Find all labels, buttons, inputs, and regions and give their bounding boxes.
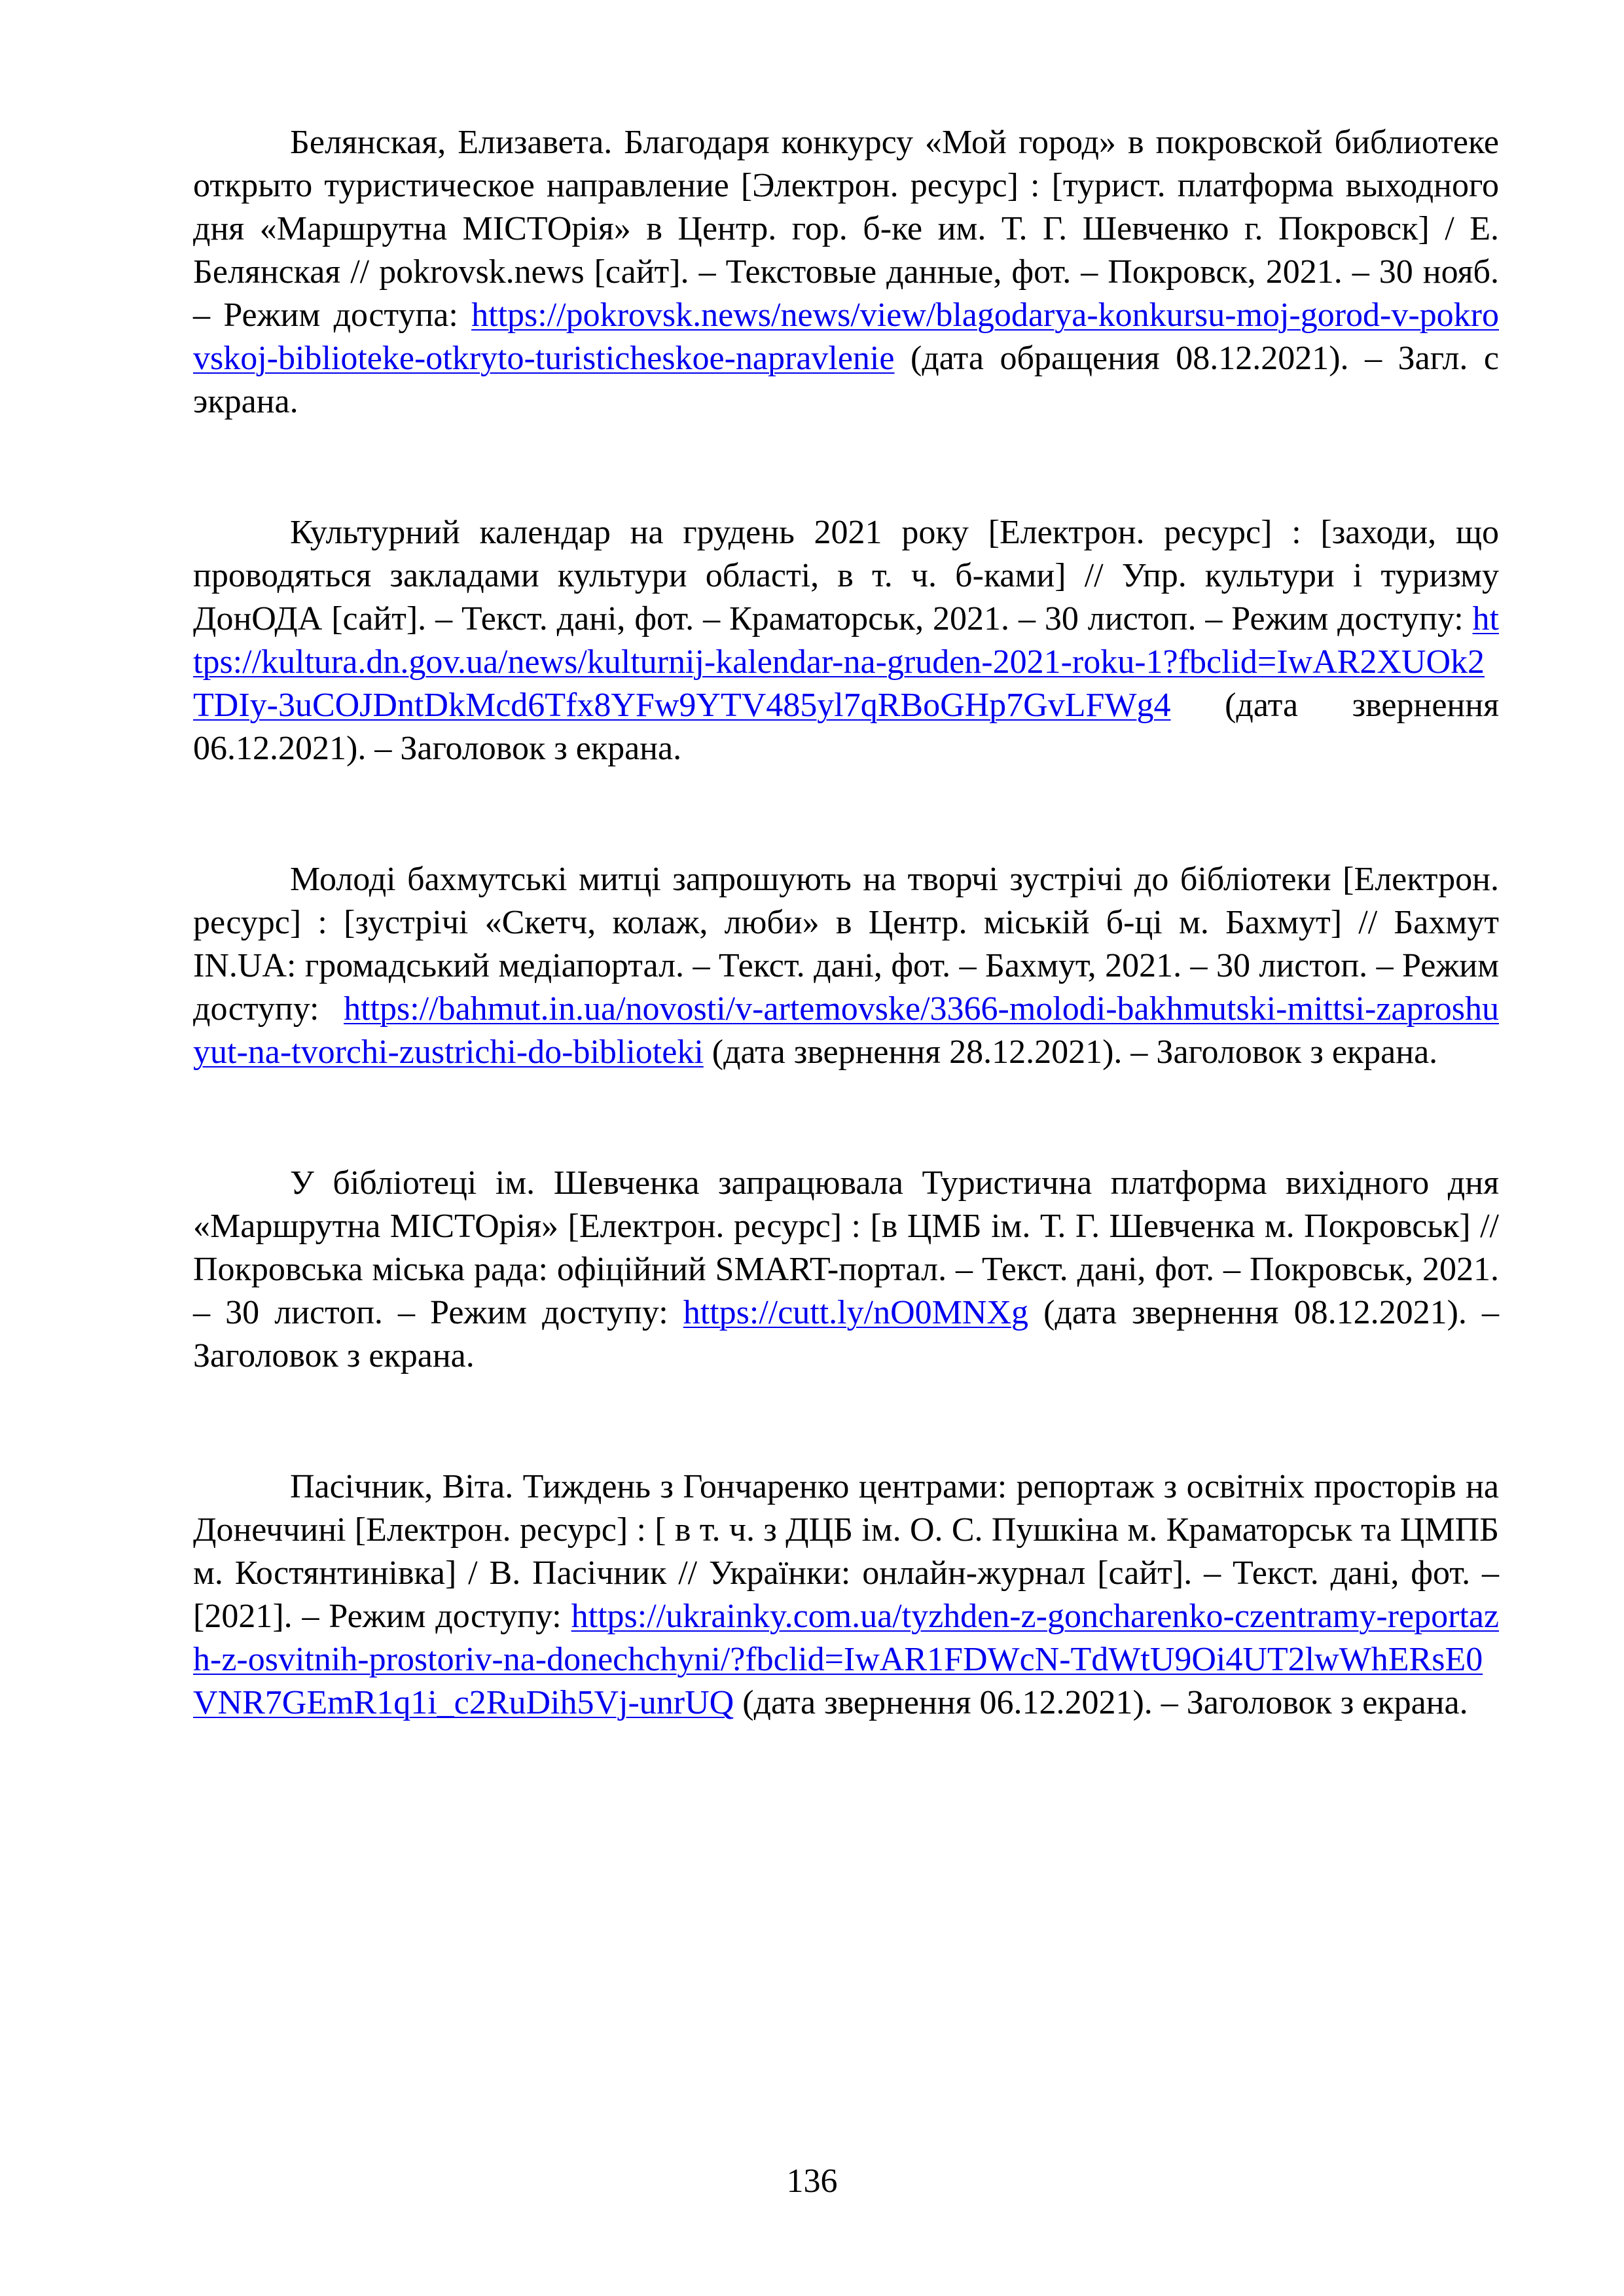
entry-text: Культурний календар на грудень 2021 року [Електрон. ресурс] : [заходи, що проводяться закладами культури області, в т. ч. б-ками] // Упр. культури і туризму ДонОДА [сайт]. – Текст. дані, фот. – Краматорськ, 2021. – 30 листоп. – Режим доступу: [193, 514, 1499, 637]
entry-text: (дата звернення 08.12.2021). – Заголовок з екрана. [193, 1294, 1499, 1374]
entry-link[interactable]: https://cutt.ly/nO0MNXg [683, 1294, 1028, 1331]
entry-link[interactable]: https://pokrovsk.news/news/view/blagodarya-konkursu-moj-gorod-v-pokrovskoj-biblioteke-otkryto-turisticheskoe-napravlenie [193, 296, 1499, 377]
entry-link[interactable]: https://kultura.dn.gov.ua/news/kulturnij-kalendar-na-gruden-2021-roku-1?fbclid=IwAR2XUOk2TDIy-3uCOJDntDkMcd6Tfx8YFw9YTV485yl7qRBoGHp7GvLFWg4 [193, 600, 1499, 724]
entry-text: (дата звернення 28.12.2021). – Заголовок з екрана. [703, 1033, 1438, 1071]
bibliography-entry [193, 1162, 1499, 1378]
bibliography-entry [193, 1465, 1499, 1725]
bibliography-entry [193, 121, 1499, 423]
page-content [193, 121, 1499, 1812]
entry-link[interactable]: https://bahmut.in.ua/novosti/v-artemovske/3366-molodi-bakhmutski-mittsi-zaproshuyut-na-tvorchi-zustrichi-do-biblioteki [193, 990, 1499, 1071]
entry-text: Белянская, Елизавета. Благодаря конкурсу «Мой город» в покровской библиотеке открыто туристическое направление [Электрон. ресурс] : [турист. платформа выходного дня «Маршрутна МІСТОрія» в Центр. гор. б-ке им. Т. Г. Шевченко г. Покровск] / Е. Белянская // pokrovsk.news [сайт]. – Текстовые данные, фот. – Покровск, 2021. – 30 нояб. – Режим доступа: [193, 124, 1499, 334]
entry-text: (дата звернення 06.12.2021). – Заголовок з екрана. [193, 687, 1499, 767]
entry-text: (дата звернення 06.12.2021). – Заголовок з екрана. [734, 1684, 1468, 1721]
entry-link[interactable]: https://ukrainky.com.ua/tyzhden-z-goncharenko-czentramy-reportazh-z-osvitnih-prostoriv-na-donechchyni/?fbclid=IwAR1FDWcN-TdWtU9Oi4UT2lwWhERsE0VNR7GEmR1q1i_c2RuDih5Vj-unrUQ [193, 1598, 1499, 1721]
entry-text: Пасічник, Віта. Тиждень з Гончаренко центрами: репортаж з освітніх просторів на Донеччині [Електрон. ресурс] : [ в т. ч. з ДЦБ ім. О. С. Пушкіна м. Краматорськ та ЦМПБ м. Костянтинівка] / В. Пасічник // Українки: онлайн-журнал [сайт]. – Текст. дані, фот. – [2021]. – Режим доступу: [193, 1468, 1499, 1635]
entry-text: (дата обращения 08.12.2021). – Загл. с экрана. [193, 340, 1499, 420]
page-number: 136 [786, 2162, 838, 2200]
bibliography-entry [193, 858, 1499, 1074]
bibliography-entry [193, 511, 1499, 770]
entry-text: Молоді бахмутські митці запрошують на творчі зустрічі до бібліотеки [Електрон. ресурс] : [зустрічі «Скетч, колаж, люби» в Центр. міській б-ці м. Бахмут] // Бахмут IN.UA: громадський медіапортал. – Текст. дані, фот. – Бахмут, 2021. – 30 листоп. – Режим доступу: [193, 861, 1499, 1028]
entry-text: У бібліотеці ім. Шевченка запрацювала Туристична платформа вихідного дня «Маршрутна МІСТОрія» [Електрон. ресурс] : [в ЦМБ ім. Т. Г. Шевченка м. Покровськ] // Покровська міська рада: офіційний SMART-портал. – Текст. дані, фот. – Покровськ, 2021. – 30 листоп. – Режим доступу: [193, 1164, 1499, 1331]
